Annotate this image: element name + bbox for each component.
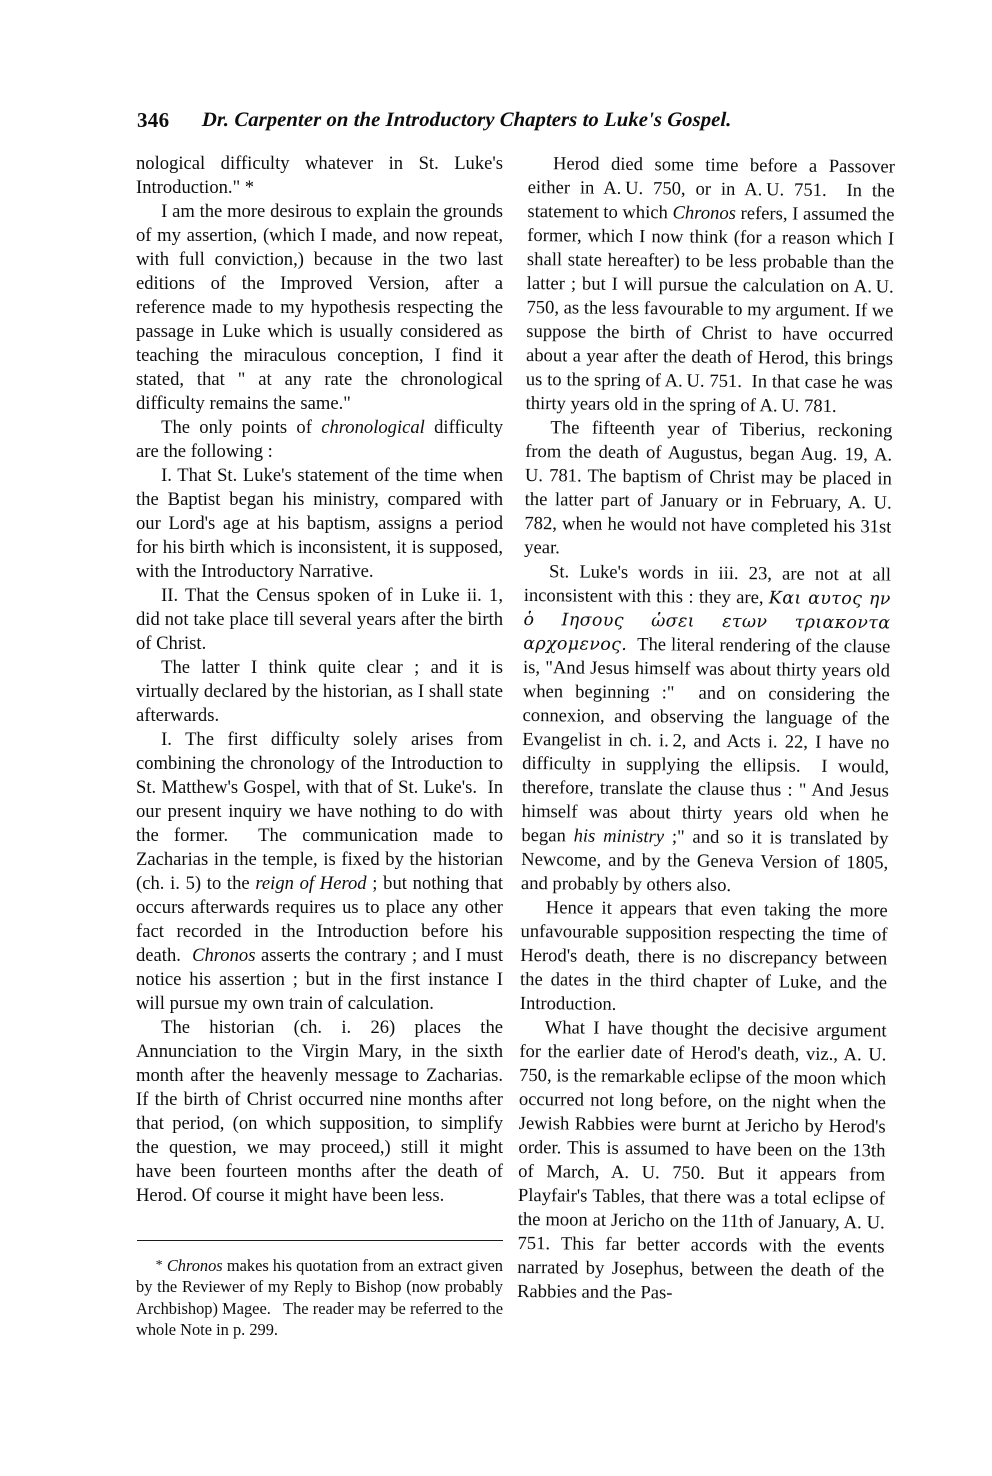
paragraph-text-before-greek: St. Luke's words in iii. 23, are not at all inconsistent with this : they are, bbox=[523, 561, 892, 609]
footnote-marker: * bbox=[155, 1258, 163, 1273]
italic-phrase-reign-of-herod: reign of Herod bbox=[255, 873, 367, 894]
paragraph-text: nological difficulty whatever in St. Luke's Introduction." * bbox=[136, 153, 503, 198]
paragraph-text: The historian (ch. i. 26) places the Annunciation to the Virgin Mary, in the sixth month after the heavenly message to Zacharias. If the birth of Christ occurred nine months after that period, (on which supposition, to simplify the question, we may proceed,) still it might have been fourteen months after the death of Herod. Of course it might have been less. bbox=[136, 1017, 503, 1206]
footnote-separator-rule bbox=[137, 1240, 503, 1241]
paragraph-l8 bbox=[136, 1016, 503, 1208]
right-column bbox=[517, 152, 895, 1307]
paragraph-l1 bbox=[136, 152, 503, 200]
paragraph-r2 bbox=[524, 416, 892, 564]
paragraph-l2 bbox=[136, 200, 503, 416]
page-number: 346 bbox=[137, 108, 170, 132]
running-head-title: Dr. Carpenter on the Introductory Chapters to Luke's Gospel. bbox=[202, 109, 733, 131]
paragraph-text: The latter I think quite clear ; and it is virtually declared by the historian, as I shall state afterwards. bbox=[136, 657, 503, 726]
paragraph-text: Hence it appears that even taking the more unfavourable supposition respecting the time of Herod's death, there is no discrepancy between the dates in the third chapter of Luke, and the Introduction. bbox=[519, 897, 888, 1015]
paragraph-text: I. That St. Luke's statement of the time when the Baptist began his ministry, compared with our Lord's age at his baptism, assigns a period for his birth which is inconsistent, it is supposed, with the Introductory Narrative. bbox=[136, 465, 503, 582]
paragraph-l6 bbox=[136, 656, 503, 728]
footnote bbox=[136, 1255, 503, 1341]
left-column bbox=[136, 152, 503, 1208]
paragraph-l3: The only points of chronological difficulty are the following : bbox=[136, 417, 503, 462]
paragraph-text: What I have thought the decisive argument for the earlier date of Herod's death, viz., A. U. 750, is the remarkable eclipse of the moon which occurred not long before, on the night when the Jewish Rabbies were burnt at Jericho by Herod's order. This is assumed to have been on the 13th of March, A. U. 750. But it appears from Playfair's Tables, that there was a total eclipse of the moon at Jericho on the 11th of January, A. U. 751. This far better accords with the events narrated by Josephus, between the death of the Rabbies and the Pas- bbox=[516, 1017, 887, 1304]
italic-word-chronological: chronological bbox=[321, 417, 425, 438]
paragraph-r3: St. Luke's words in iii. 23, are not at all inconsistent with this : they are, Και αυτος ην ὁ Ιησους ὡσει ετων τριακοντα αρχομενος. The literal rendering of the clause is, "And Jesus himself was about thirty years old when beginning :" and on considering the connexion, and observing the language of the Evangelist in ch. i. 2, and Acts i. 22, I have no difficulty in supplying the ellipsis. I would, therefore, translate the clause thus : " And Jesus himself was about thirty years old when he began his ministry ;" and so it is translated by Newcome, and by the Geneva Version of 1805, and probably by others also. bbox=[520, 561, 892, 896]
paragraph-text: II. That the Census spoken of in Luke ii. 1, did not take place till several years after the birth of Christ. bbox=[136, 585, 503, 654]
italic-phrase-his-ministry: his ministry bbox=[573, 825, 665, 848]
greek-quotation: Και αυτος ην ὁ Ιησους ὡσει ετων τριακοντα αρχομενος. bbox=[523, 588, 891, 655]
italic-word-chronos: Chronos bbox=[166, 1256, 223, 1275]
italic-word-chronos: Chronos bbox=[672, 202, 737, 224]
paragraph-text: The fifteenth year of Tiberius, reckoning from the death of Augustus, began Aug. 19, A. U. 781. The baptism of Christ may be placed in the latter part of January or in February, A. U. 782, when he would not have completed his 31st year. bbox=[524, 417, 893, 559]
footnote-paragraph: * Chronos makes his quotation from an extract given by the Reviewer of my Reply to Bishop (now probably Archbishop) Magee. The reader may be referred to the whole Note in p. 299. bbox=[136, 1256, 503, 1340]
paragraph-l7: I. The first difficulty solely arises from combining the chronology of the Introduction to St. Matthew's Gospel, with that of St. Luke's. In our present inquiry we have nothing to do with the former. The communication made to Zacharias in the temple, is fixed by the historian (ch. i. 5) to the reign of Herod ; but nothing that occurs afterwards requires us to place any other fact recorded in the Introduction before his death. Chronos asserts the contrary ; and I must notice his assertion ; but in the first instance I will pursue my own train of calculation. bbox=[136, 729, 504, 1014]
paragraph-l4 bbox=[136, 464, 503, 584]
running-head bbox=[137, 107, 853, 137]
italic-word-chronos: Chronos bbox=[192, 945, 256, 966]
paragraph-text: I am the more desirous to explain the grounds of my assertion, (which I made, and now repeat, with full conviction,) because in the two last editions of the Improved Version, after a reference made to my hypothesis respecting the passage in Luke which is usually considered as teaching the miraculous conception, I find it stated, that " at any rate the chronological difficulty remains the same." bbox=[136, 201, 503, 414]
paragraph-r4 bbox=[520, 896, 888, 1020]
paragraph-r1: Herod died some time before a Passover either in A. U. 750, or in A. U. 751. In the statement to which Chronos refers, I assumed the former, which I now think (for a reason which I shall state hereafter) to be less probable than the latter ; but I will pursue the calculation on A. U. 750, as the less favourable to my argument. If we suppose the birth of Christ to have occurred about a year after the death of Herod, this brings us to the spring of A. U. 751. In that case he was thirty years old in the spring of A. U. 781. bbox=[525, 153, 895, 417]
paragraph-r5 bbox=[517, 1016, 887, 1308]
paragraph-l5 bbox=[136, 584, 503, 656]
